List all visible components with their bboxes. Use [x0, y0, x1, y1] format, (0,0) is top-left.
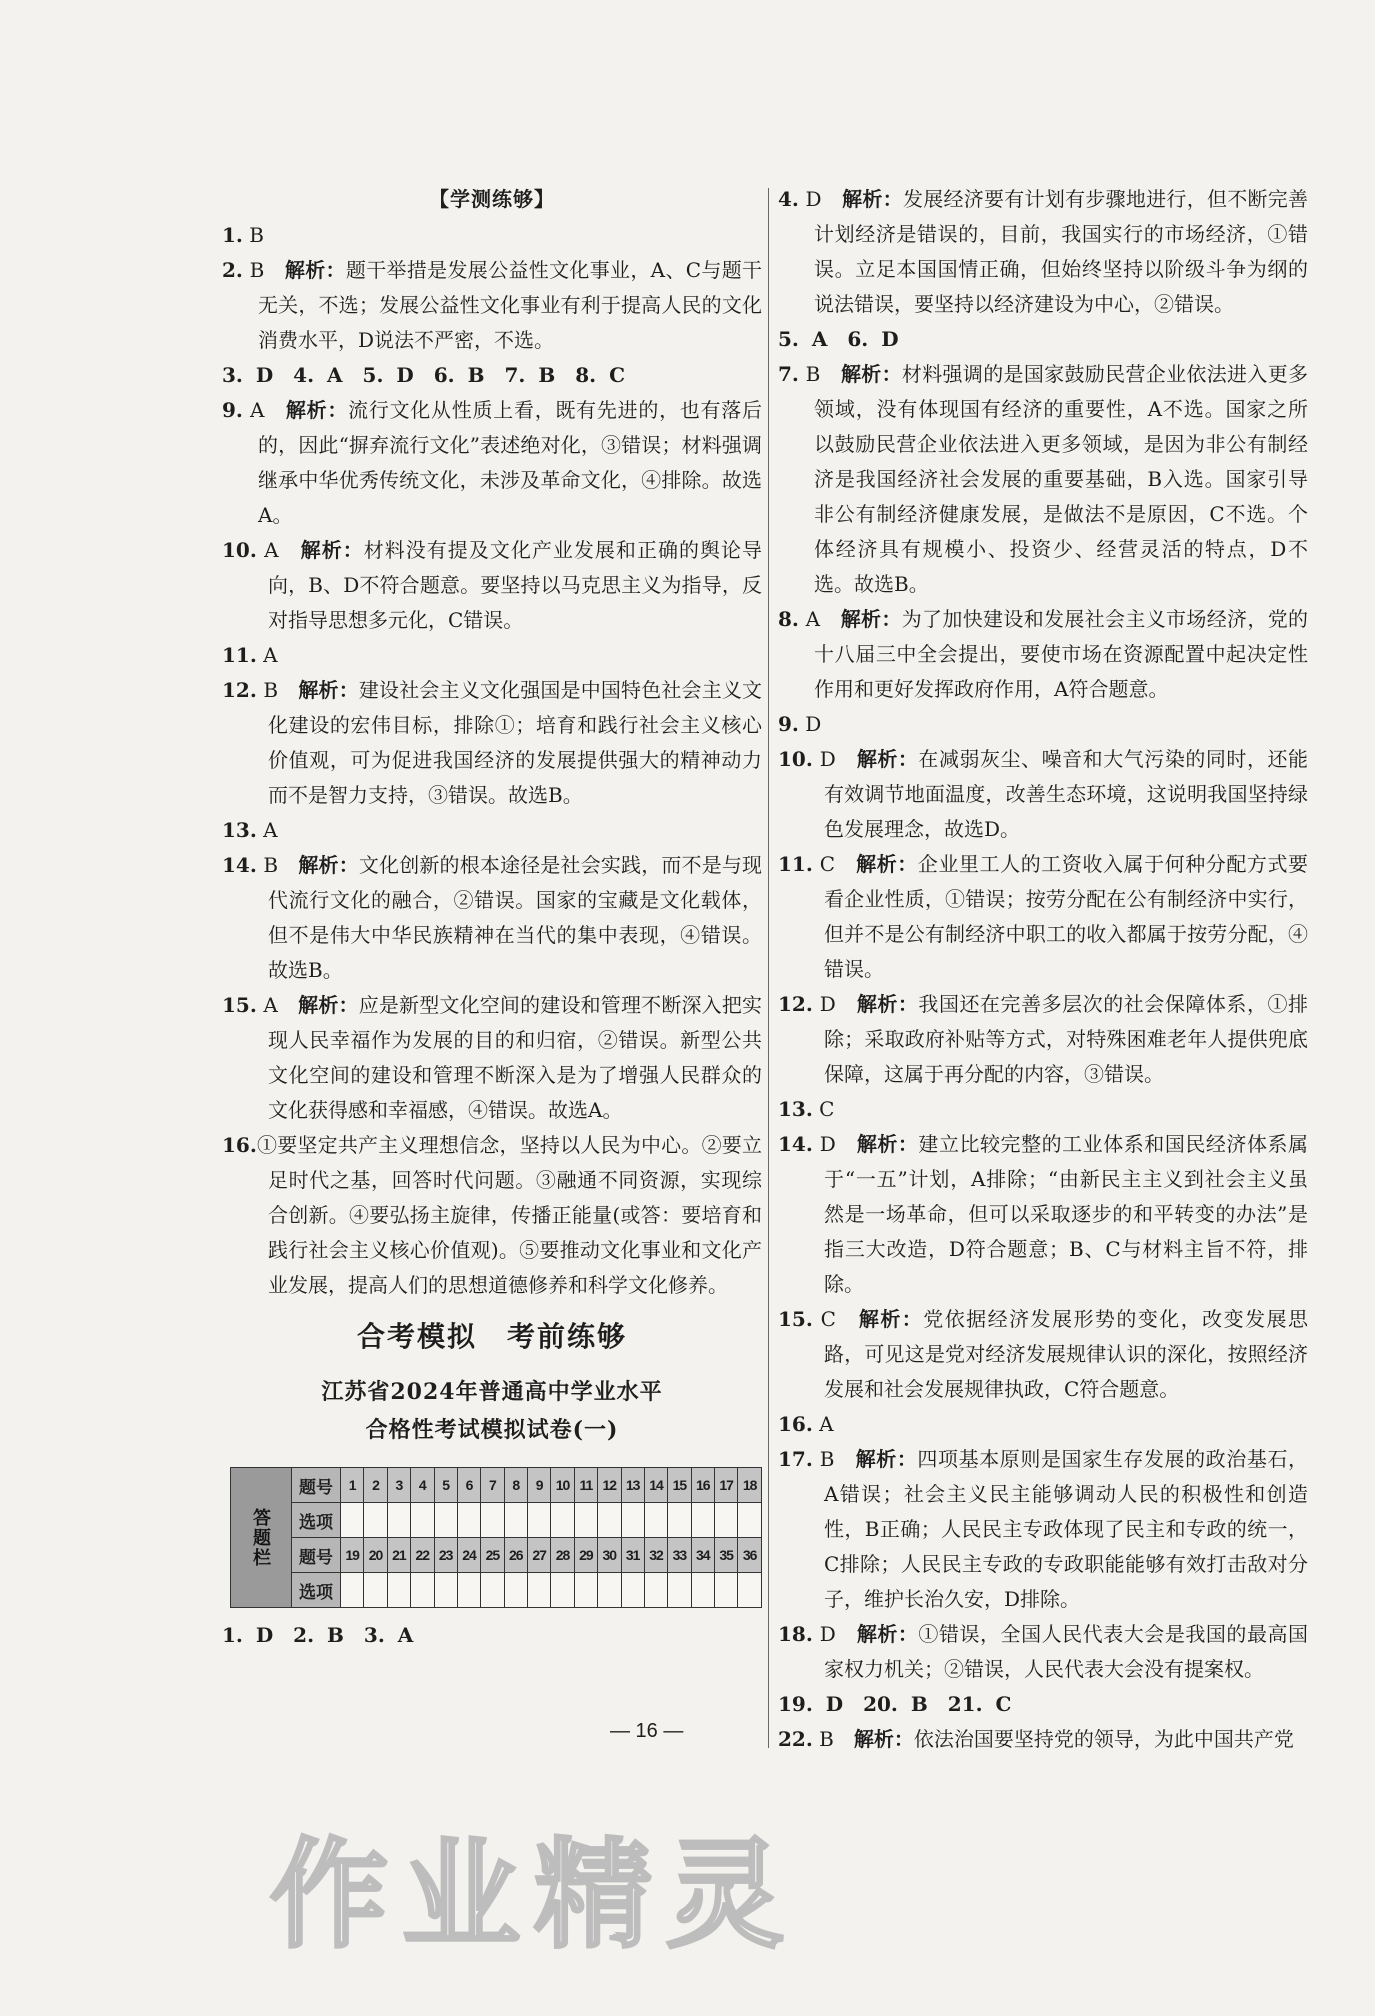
- grid-cell: 7: [481, 1468, 504, 1503]
- answer-item: 14. D 解析：建立比较完整的工业体系和国民经济体系属于“一五”计划，A排除；“由新民主主义到社会主义虽然是一场革命，但可以采取逐步的和平转变的办法”是指三大改造，D符合题意；B、C与材料主旨不符，排除。: [778, 1132, 1309, 1296]
- answer-inline-row: 19. D 20. B 21. C: [778, 1692, 1012, 1716]
- grid-cell: 23: [434, 1538, 457, 1573]
- grid-blank-cell: [715, 1573, 738, 1608]
- grid-cell: 21: [387, 1538, 410, 1573]
- grid-blank-cell: [481, 1503, 504, 1538]
- grid-row-label: 题号: [292, 1468, 341, 1503]
- grid-cell: 33: [668, 1538, 691, 1573]
- answer-item: 12. D 解析：我国还在完善多层次的社会保障体系，①排除；采取政府补贴等方式，对特殊困难老年人提供兜底保障，这属于再分配的内容，③错误。: [778, 992, 1309, 1086]
- answer-item: 11. A: [222, 643, 278, 667]
- grid-blank-cell: [551, 1503, 574, 1538]
- grid-blank-cell: [598, 1503, 621, 1538]
- grid-cell: 28: [551, 1538, 574, 1573]
- grid-cell: 22: [411, 1538, 434, 1573]
- grid-cell: 1: [341, 1468, 364, 1503]
- grid-blank-cell: [738, 1573, 762, 1608]
- left-column: [222, 182, 762, 1653]
- answer-item: 12. B 解析：建设社会主义文化强国是中国特色社会主义文化建设的宏伟目标，排除①；培育和践行社会主义核心价值观，可为促进我国经济的发展提供强大的精神动力而不是智力支持，③错误。故选B。: [222, 678, 763, 807]
- grid-cell: 17: [715, 1468, 738, 1503]
- answer-item: 16. A: [778, 1412, 834, 1436]
- grid-cell: 20: [364, 1538, 387, 1573]
- grid-row-label: 选项: [292, 1573, 341, 1608]
- section-title: 【学测练够】: [429, 187, 555, 211]
- grid-cell: 34: [691, 1538, 714, 1573]
- grid-row-label: 题号: [292, 1538, 341, 1573]
- grid-blank-cell: [644, 1503, 667, 1538]
- answer-inline-row: 1. D 2. B 3. A: [222, 1623, 414, 1647]
- grid-cell: 36: [738, 1538, 762, 1573]
- grid-blank-cell: [504, 1503, 527, 1538]
- answer-item: 16.①要坚定共产主义理想信念，坚持以人民为中心。②要立足时代之基，回答时代问题。③融通不同资源，实现综合创新。④要弘扬主旋律，传播正能量(或答：要培育和践行社会主义核心价值观)。⑤要推动文化事业和文化产业发展，提高人们的思想道德修养和科学文化修养。: [222, 1133, 762, 1297]
- grid-blank-cell: [341, 1573, 364, 1608]
- grid-cell: 24: [457, 1538, 480, 1573]
- grid-cell: 26: [504, 1538, 527, 1573]
- answer-item: 18. D 解析：①错误，全国人民代表大会是我国的最高国家权力机关；②错误，人民代表大会没有提案权。: [778, 1622, 1309, 1681]
- answer-item: 15. A 解析：应是新型文化空间的建设和管理不断深入把实现人民幸福作为发展的目的和归宿，②错误。新型公共文化空间的建设和管理不断深入是为了增强人民群众的文化获得感和幸福感，④错误。故选A。: [222, 993, 763, 1122]
- grid-blank-cell: [411, 1573, 434, 1608]
- answer-item: 17. B 解析：四项基本原则是国家生存发展的政治基石，A错误；社会主义民主能够调动人民的积极性和创造性，B正确；人民民主专政体现了民主和专政的统一，C排除；人民民主专政的专政职能能够有效打击敌对分子，维护长治久安，D排除。: [778, 1447, 1309, 1611]
- grid-cell: 10: [551, 1468, 574, 1503]
- grid-blank-cell: [387, 1503, 410, 1538]
- grid-cell: 11: [574, 1468, 597, 1503]
- grid-blank-cell: [434, 1503, 457, 1538]
- grid-blank-cell: [434, 1573, 457, 1608]
- grid-blank-cell: [598, 1573, 621, 1608]
- exam-title-line-1: 江苏省2024年普通高中学业水平: [321, 1379, 663, 1405]
- answer-item: 10. D 解析：在减弱灰尘、噪音和大气污染的同时，还能有效调节地面温度，改善生态环境，这说明我国坚持绿色发展理念，故选D。: [778, 747, 1309, 841]
- answer-item: 13. A: [222, 818, 278, 842]
- grid-blank-cell: [621, 1573, 644, 1608]
- answer-item: 9. D: [778, 712, 822, 736]
- grid-cell: 31: [621, 1538, 644, 1573]
- answer-item: 4. D 解析：发展经济要有计划有步骤地进行，但不断完善计划经济是错误的，目前，我国实行的市场经济，①错误。立足本国国情正确，但始终坚持以阶级斗争为纲的说法错误，要坚持以经济建设为中心，②错误。: [778, 187, 1309, 316]
- grid-blank-cell: [364, 1503, 387, 1538]
- answer-inline-row: 5. A 6. D: [778, 327, 899, 351]
- grid-blank-cell: [457, 1573, 480, 1608]
- grid-cell: 8: [504, 1468, 527, 1503]
- watermark-logo: 作业精灵: [270, 1826, 799, 1964]
- grid-blank-cell: [528, 1503, 551, 1538]
- grid-blank-cell: [481, 1573, 504, 1608]
- grid-cell: 35: [715, 1538, 738, 1573]
- grid-row-label: 选项: [292, 1503, 341, 1538]
- grid-cell: 25: [481, 1538, 504, 1573]
- grid-blank-cell: [387, 1573, 410, 1608]
- answer-item: 8. A 解析：为了加快建设和发展社会主义市场经济，党的十八届三中全会提出，要使市场在资源配置中起决定性作用和更好发挥政府作用，A符合题意。: [778, 607, 1309, 701]
- grid-blank-cell: [691, 1503, 714, 1538]
- grid-blank-cell: [668, 1573, 691, 1608]
- answer-sheet-side-label: 答题栏: [231, 1468, 292, 1608]
- grid-cell: 12: [598, 1468, 621, 1503]
- grid-blank-cell: [504, 1573, 527, 1608]
- answer-item: 11. C 解析：企业里工人的工资收入属于何种分配方式要看企业性质，①错误；按劳分配在公有制经济中实行，但并不是公有制经济中职工的收入都属于按劳分配，④错误。: [778, 852, 1309, 981]
- grid-blank-cell: [738, 1503, 762, 1538]
- grid-cell: 27: [528, 1538, 551, 1573]
- answer-inline-row: 3. D 4. A 5. D 6. B 7. B 8. C: [222, 363, 625, 387]
- grid-blank-cell: [551, 1573, 574, 1608]
- answer-item: 7. B 解析：材料强调的是国家鼓励民营企业依法进入更多领域，没有体现国有经济的重要性，A不选。国家之所以鼓励民营企业依法进入更多领域，是因为非公有制经济是我国经济社会发展的重要基础，B入选。国家引导非公有制经济健康发展，是做法不是原因，C不选。个体经济具有规模小、投资少、经营灵活的特点，D不选。故选B。: [778, 362, 1309, 596]
- right-column: [778, 182, 1308, 1757]
- answer-sheet-grid: [230, 1467, 762, 1608]
- grid-blank-cell: [621, 1503, 644, 1538]
- grid-cell: 13: [621, 1468, 644, 1503]
- grid-cell: 30: [598, 1538, 621, 1573]
- grid-cell: 9: [528, 1468, 551, 1503]
- grid-cell: 5: [434, 1468, 457, 1503]
- grid-cell: 3: [387, 1468, 410, 1503]
- grid-blank-cell: [528, 1573, 551, 1608]
- grid-blank-cell: [691, 1573, 714, 1608]
- section-heading: 合考模拟 考前练够: [356, 1320, 627, 1353]
- grid-cell: 4: [411, 1468, 434, 1503]
- grid-cell: 16: [691, 1468, 714, 1503]
- grid-blank-cell: [668, 1503, 691, 1538]
- page-number: — 16 —: [610, 1720, 684, 1742]
- answer-item: 1. B: [222, 223, 264, 247]
- grid-blank-cell: [341, 1503, 364, 1538]
- grid-cell: 18: [738, 1468, 762, 1503]
- grid-blank-cell: [411, 1503, 434, 1538]
- grid-cell: 14: [644, 1468, 667, 1503]
- column-divider: [768, 188, 769, 1748]
- grid-blank-cell: [715, 1503, 738, 1538]
- answer-item: 2. B 解析：题干举措是发展公益性文化事业，A、C与题干无关，不选；发展公益性文化事业有利于提高人民的文化消费水平，D说法不严密，不选。: [222, 258, 763, 352]
- answer-item: 22. B 解析：依法治国要坚持党的领导，为此中国共产党: [778, 1727, 1294, 1751]
- answer-item: 9. A 解析：流行文化从性质上看，既有先进的，也有落后的，因此“摒弃流行文化”表述绝对化，③错误；材料强调继承中华优秀传统文化，未涉及革命文化，④排除。故选A。: [222, 398, 763, 527]
- grid-blank-cell: [644, 1573, 667, 1608]
- grid-cell: 29: [574, 1538, 597, 1573]
- exam-title-line-2: 合格性考试模拟试卷(一): [365, 1417, 619, 1443]
- grid-cell: 2: [364, 1468, 387, 1503]
- grid-blank-cell: [364, 1573, 387, 1608]
- grid-cell: 6: [457, 1468, 480, 1503]
- answer-item: 15. C 解析：党依据经济发展形势的变化，改变发展思路，可见这是党对经济发展规律认识的深化，按照经济发展和社会发展规律执政，C符合题意。: [778, 1307, 1309, 1401]
- grid-blank-cell: [574, 1503, 597, 1538]
- answer-item: 14. B 解析：文化创新的根本途径是社会实践，而不是与现代流行文化的融合，②错误。国家的宝藏是文化载体，但不是伟大中华民族精神在当代的集中表现，④错误。故选B。: [222, 853, 763, 982]
- grid-cell: 19: [341, 1538, 364, 1573]
- grid-cell: 32: [644, 1538, 667, 1573]
- answer-item: 13. C: [778, 1097, 835, 1121]
- grid-blank-cell: [574, 1573, 597, 1608]
- answer-item: 10. A 解析：材料没有提及文化产业发展和正确的舆论导向，B、D不符合题意。要坚持以马克思主义为指导，反对指导思想多元化，C错误。: [222, 538, 763, 632]
- grid-blank-cell: [457, 1503, 480, 1538]
- grid-cell: 15: [668, 1468, 691, 1503]
